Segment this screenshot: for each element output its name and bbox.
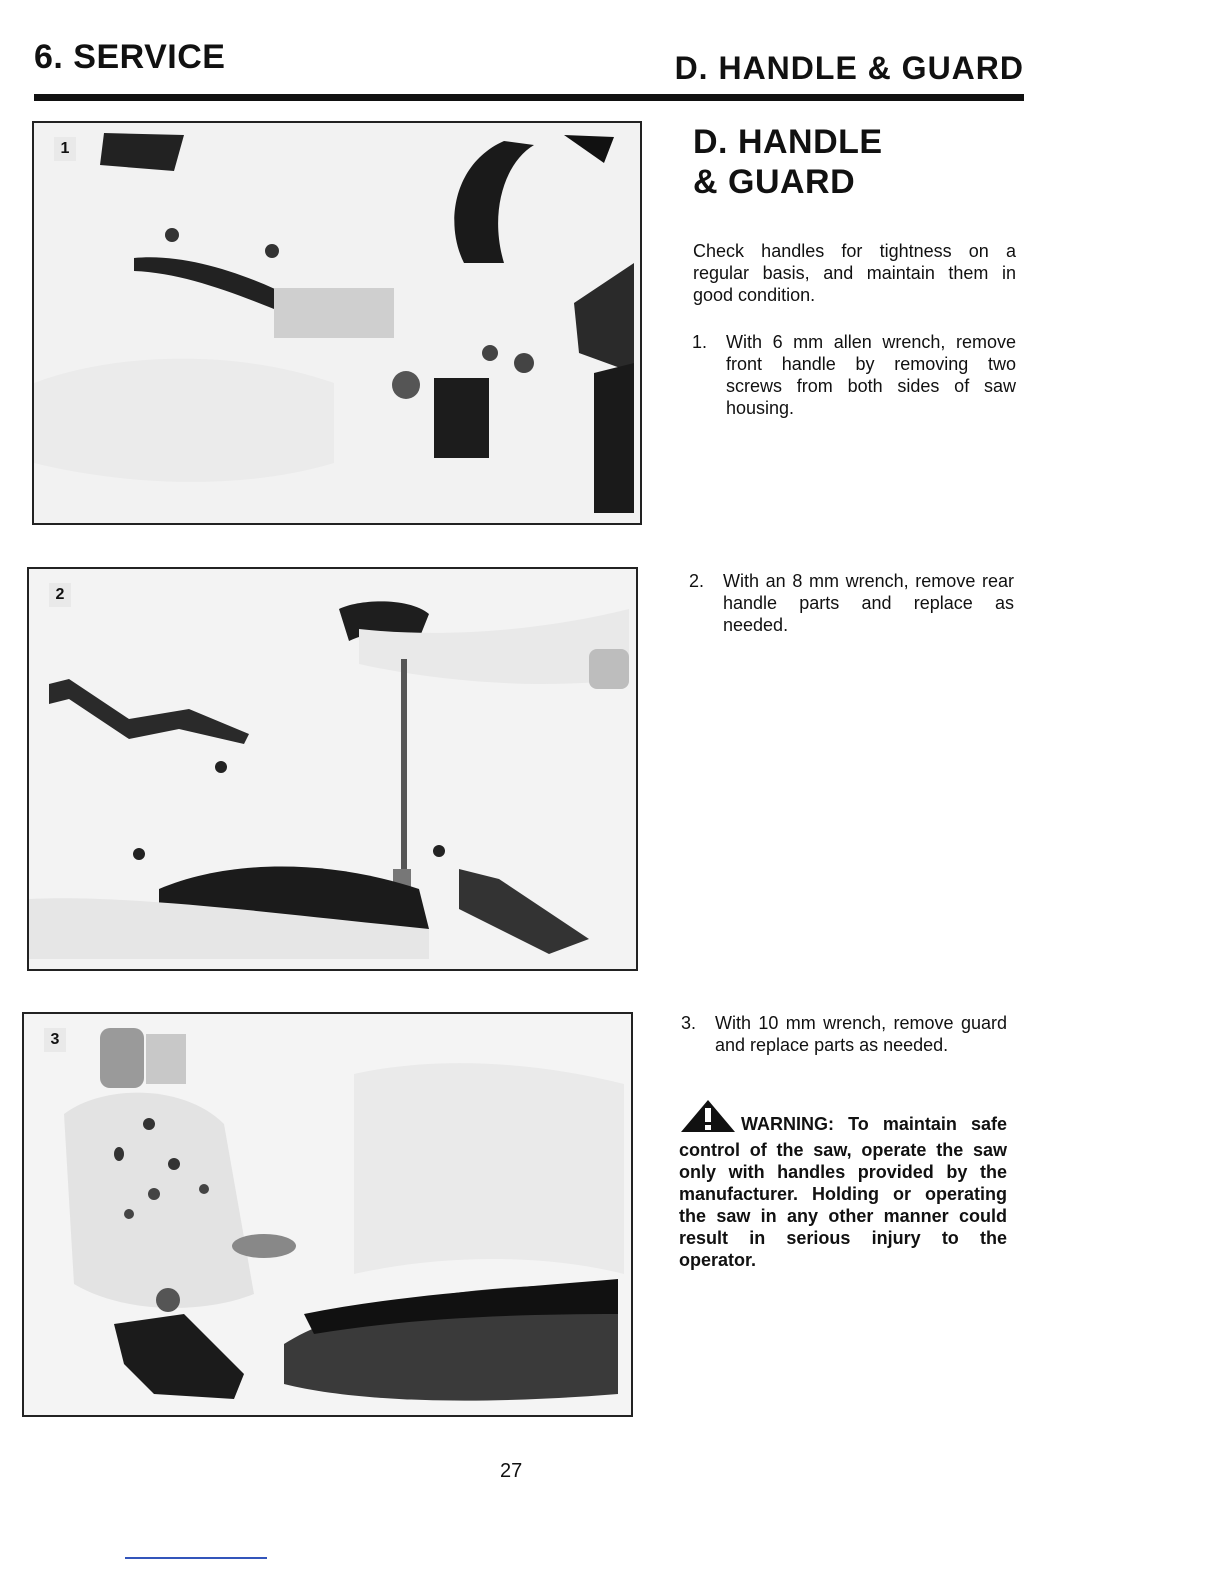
- photo-1: [32, 121, 642, 525]
- photo-3: [22, 1012, 633, 1417]
- page-number: 27: [500, 1460, 523, 1482]
- step-3-text: With 10 mm wrench, remove guard and replace parts as needed.: [715, 1013, 1007, 1055]
- warning-block: [679, 1098, 1007, 1271]
- step-2-text: With an 8 mm wrench, remove rear handle parts and replace as needed.: [723, 571, 1014, 635]
- section-title-line1: D. HANDLE: [693, 123, 883, 161]
- step-2-number: 2.: [689, 571, 705, 591]
- section-title: [693, 122, 883, 202]
- footer-line: [125, 1557, 267, 1559]
- photo-1-illustration: [34, 123, 640, 523]
- photo-3-illustration: [24, 1014, 631, 1415]
- photo-1-label: 1: [54, 137, 76, 161]
- subsection-heading: D. HANDLE & GUARD: [674, 50, 1024, 86]
- photo-2: [27, 567, 638, 971]
- warning-text: WARNING: To maintain safe control of the saw, operate the saw only with handles provided by the manufacturer. Holding or operating the saw in any other manner could result in serious injury to the operator.: [679, 1114, 1007, 1270]
- section-title-line2: & GUARD: [693, 163, 856, 201]
- photo-2-label: 2: [49, 583, 71, 607]
- section-heading: 6. SERVICE: [34, 38, 226, 76]
- header-rule: [34, 94, 1024, 101]
- photo-2-illustration: [29, 569, 636, 969]
- step-1-text: With 6 mm allen wrench, remove front handle by removing two screws from both sides of saw housing.: [726, 332, 1016, 418]
- warning-triangle-icon: [679, 1098, 737, 1139]
- intro-paragraph: Check handles for tightness on a regular basis, and maintain them in good condition.: [693, 241, 1016, 305]
- step-3-number: 3.: [681, 1013, 697, 1033]
- photo-3-label: 3: [44, 1028, 66, 1052]
- step-1-number: 1.: [692, 332, 708, 352]
